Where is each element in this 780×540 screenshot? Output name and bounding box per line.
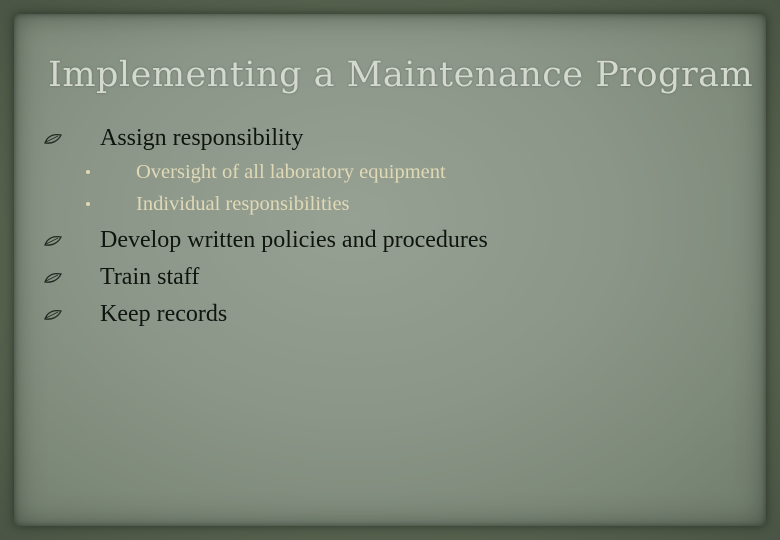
leaf-bullet-icon: [44, 235, 62, 247]
slide-title: Implementing a Maintenance Program: [48, 55, 754, 95]
leaf-bullet-icon: [44, 272, 62, 284]
bullet-label: Assign responsibility: [100, 125, 304, 151]
bullet-label: Develop written policies and procedures: [100, 227, 488, 253]
dot-bullet-icon: [86, 170, 90, 174]
leaf-bullet-icon: [44, 133, 62, 145]
sub-bullet-label: Individual responsibilities: [136, 193, 350, 215]
bullet-label: Train staff: [100, 264, 200, 290]
bullet-label: Keep records: [100, 301, 228, 327]
dot-bullet-icon: [86, 202, 90, 206]
leaf-bullet-icon: [44, 309, 62, 321]
sub-bullet-label: Oversight of all laboratory equipment: [136, 161, 446, 183]
